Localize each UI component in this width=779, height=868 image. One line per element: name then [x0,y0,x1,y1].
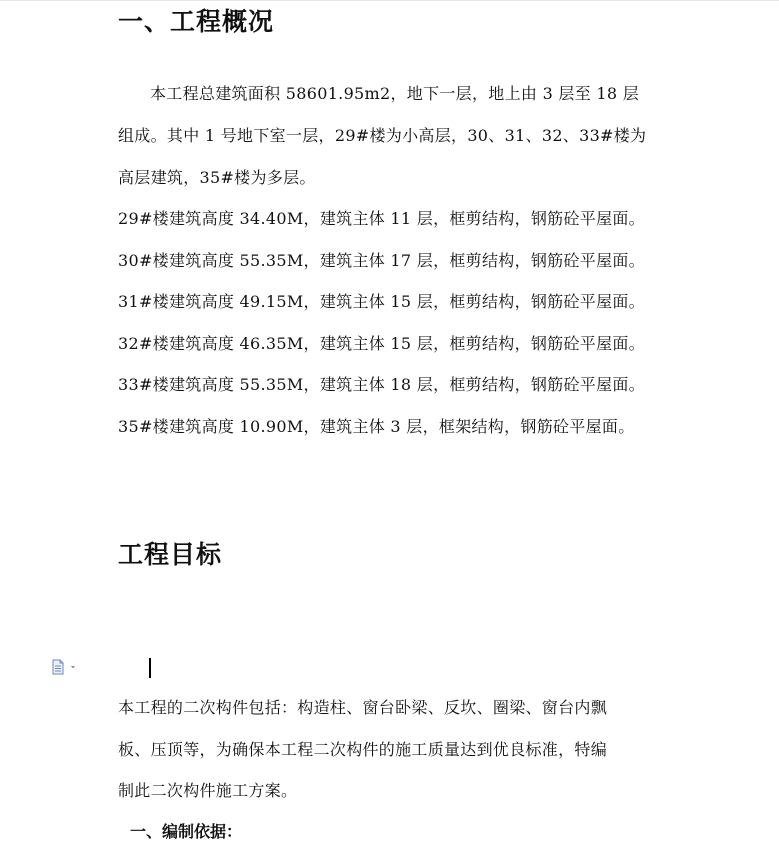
building-line-30: 30#楼建筑高度 55.35M，建筑主体 17 层，框剪结构，钢筋砼平屋面。 [118,251,645,270]
building-line-32: 32#楼建筑高度 46.35M，建筑主体 15 层，框剪结构，钢筋砼平屋面。 [118,334,645,353]
intro-line-1: 本工程总建筑面积 58601.95m2，地下一层，地上由 3 层至 18 层 [150,84,640,103]
paragraph-options-icon[interactable] [50,659,80,675]
text-cursor[interactable] [149,658,151,678]
scope-line-1: 本工程的二次构件包括：构造柱、窗台卧梁、反坎、圈梁、窗台内飘 [118,698,608,717]
building-line-35: 35#楼建筑高度 10.90M，建筑主体 3 层，框架结构，钢筋砼平屋面。 [118,417,635,436]
scope-line-2: 板、压顶等，为确保本工程二次构件的施工质量达到优良标准，特编 [118,740,608,759]
heading-project-goal: 工程目标 [118,540,223,569]
heading-project-overview: 一、工程概况 [118,7,275,36]
building-line-29: 29#楼建筑高度 34.40M，建筑主体 11 层，框剪结构，钢筋砼平屋面。 [118,209,645,228]
heading-compilation-basis: 一、编制依据： [130,822,243,841]
scope-line-3: 制此二次构件施工方案。 [118,781,298,800]
intro-line-3: 高层建筑，35#楼为多层。 [118,168,316,187]
building-line-31: 31#楼建筑高度 49.15M，建筑主体 15 层，框剪结构，钢筋砼平屋面。 [118,292,645,311]
building-line-33: 33#楼建筑高度 55.35M，建筑主体 18 层，框剪结构，钢筋砼平屋面。 [118,375,645,394]
intro-line-2: 组成。其中 1 号地下室一层，29#楼为小高层，30、31、32、33#楼为 [118,126,647,145]
